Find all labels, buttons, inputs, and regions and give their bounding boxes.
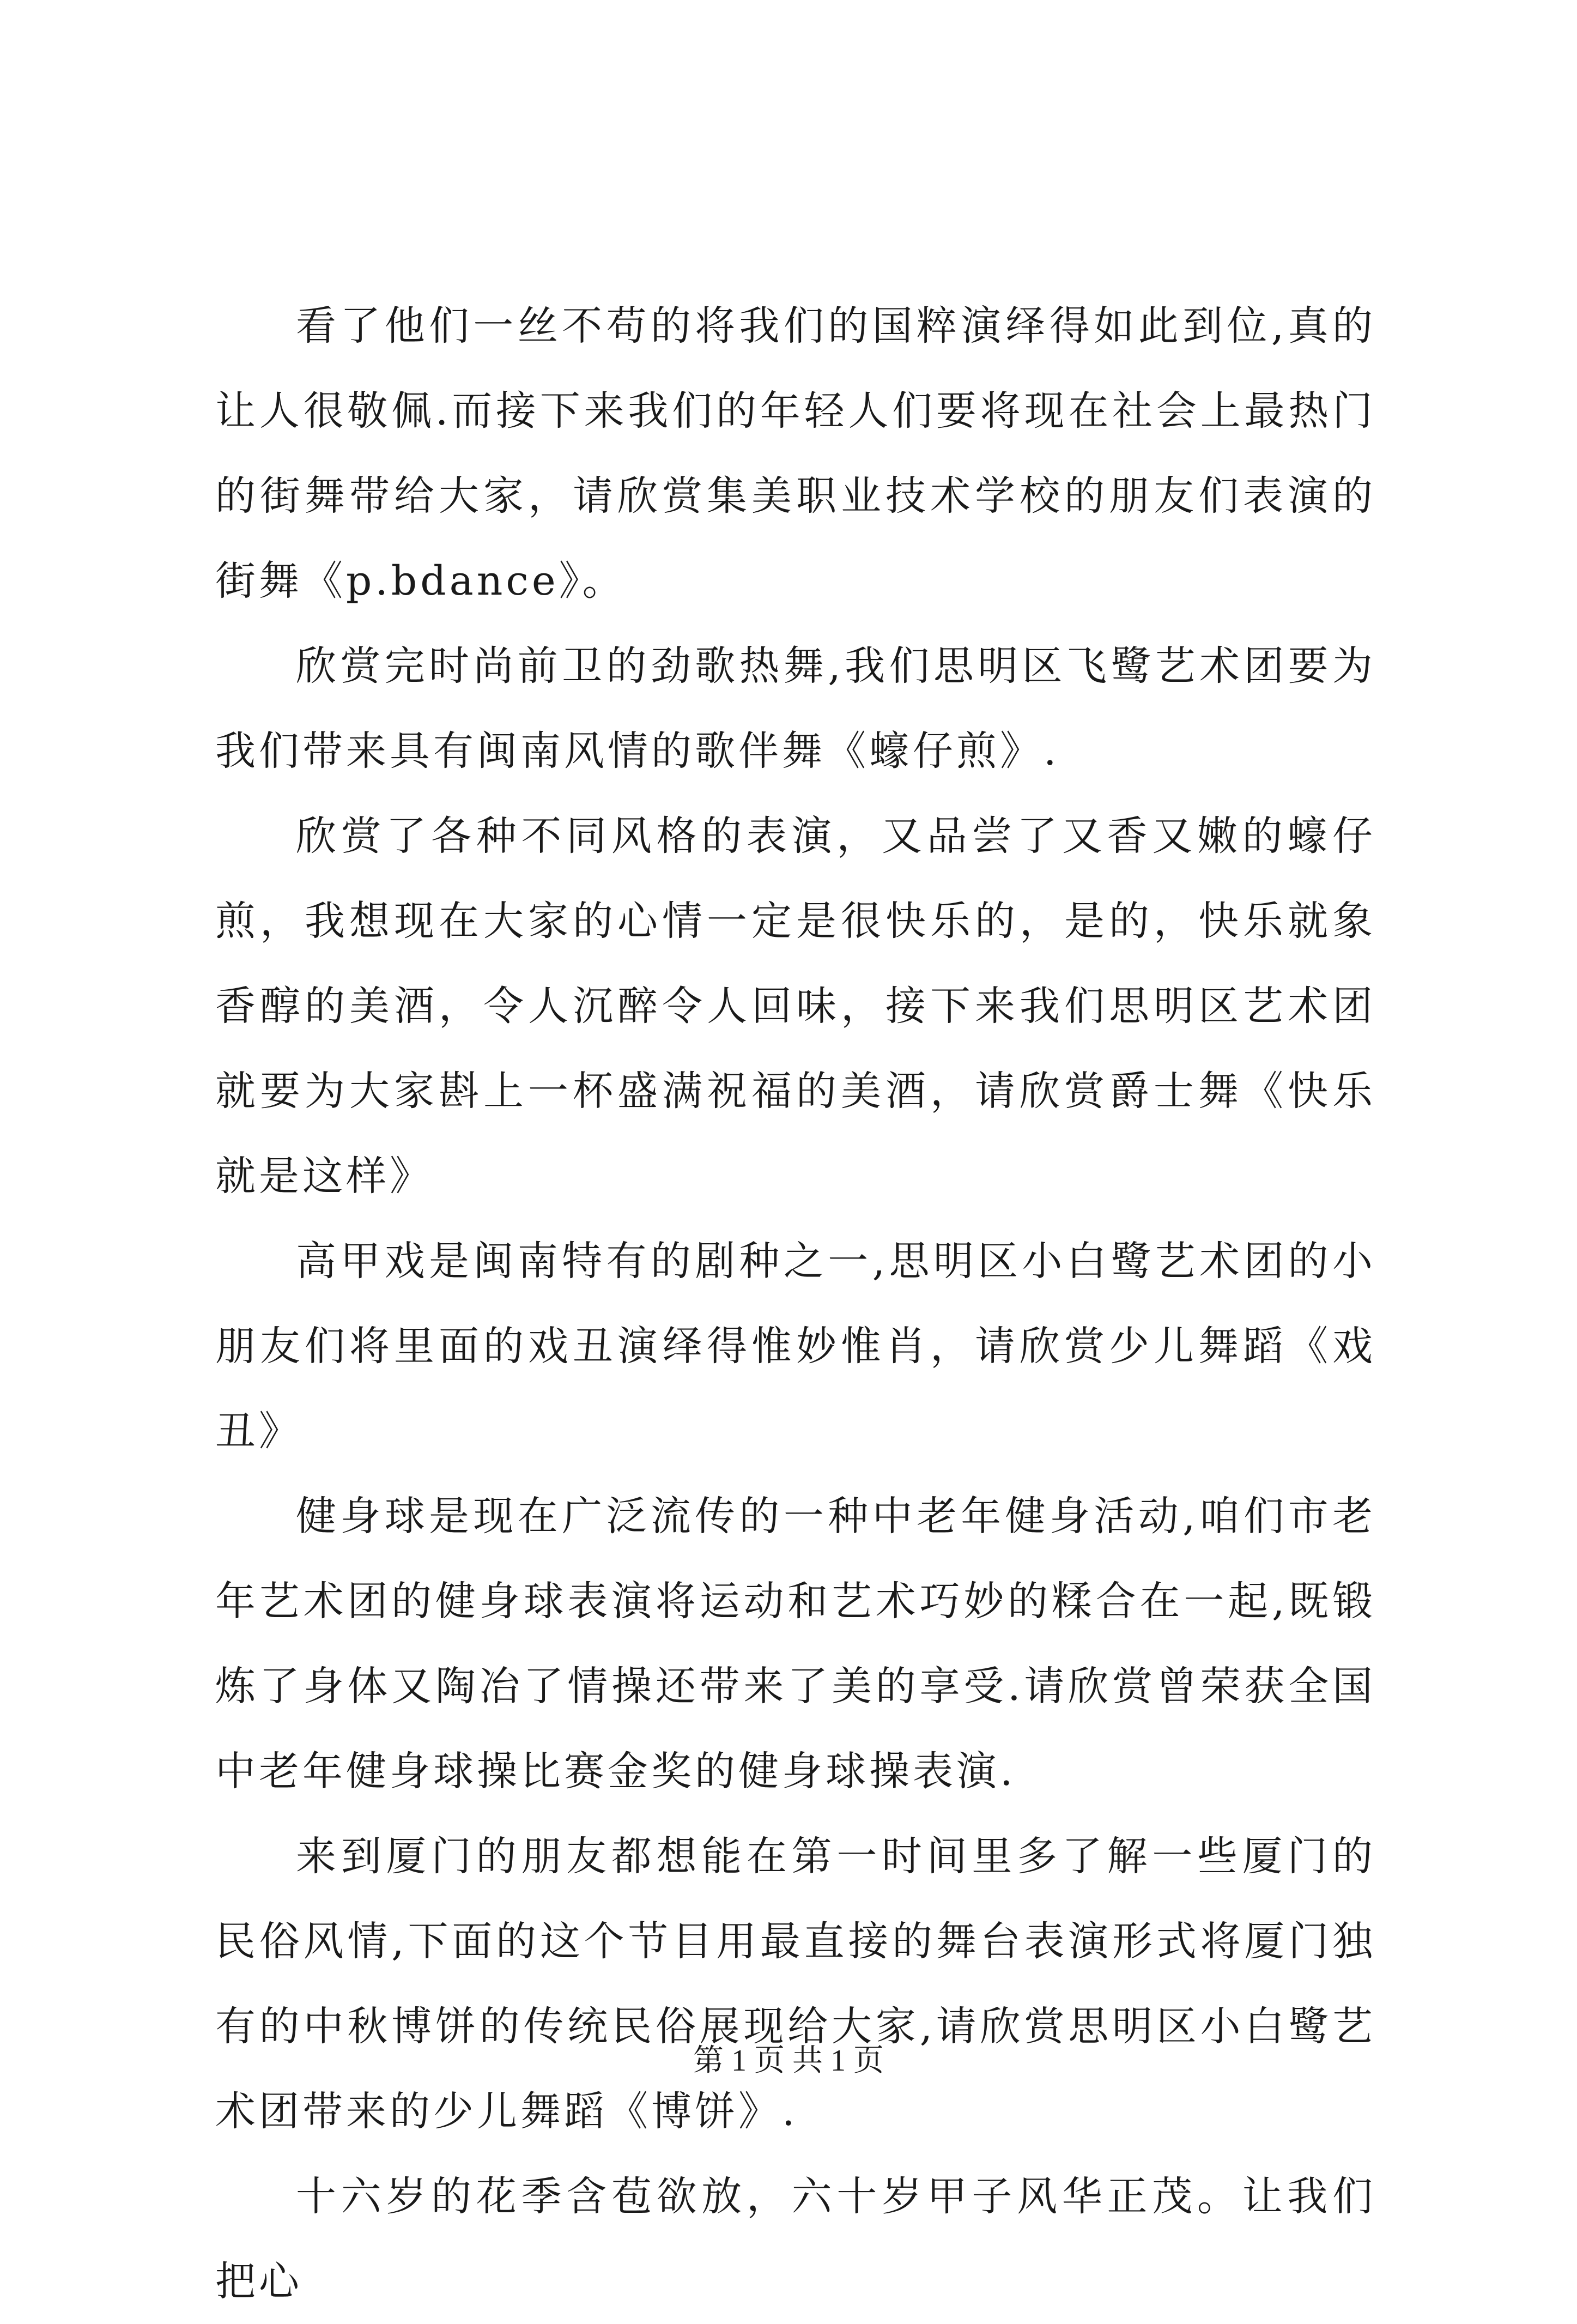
page-footer [0, 2042, 1577, 2080]
paragraph: 欣赏完时尚前卫的劲歌热舞,我们思明区飞鹭艺术团要为我们带来具有闽南风情的歌伴舞《蠔仔煎》. [215, 643, 1376, 774]
paragraph: 高甲戏是闽南特有的剧种之一,思明区小白鹭艺术团的小朋友们将里面的戏丑演绎得惟妙惟肖，请欣赏少儿舞蹈《戏丑》 [215, 1238, 1376, 1455]
paragraph: 欣赏了各种不同风格的表演，又品尝了又香又嫩的蠔仔煎，我想现在大家的心情一定是很快乐的，是的，快乐就象香醇的美酒，令人沉醉令人回味，接下来我们思明区艺术团就要为大家斟上一杯盛满祝福的美酒，请欣赏爵士舞《快乐就是这样》 [215, 813, 1376, 1200]
paragraph: 来到厦门的朋友都想能在第一时间里多了解一些厦门的民俗风情,下面的这个节目用最直接的舞台表演形式将厦门独有的中秋博饼的传统民俗展现给大家,请欣赏思明区小白鹭艺术团带来的少儿舞蹈《博饼》. [215, 1833, 1376, 2135]
paragraph: 健身球是现在广泛流传的一种中老年健身活动,咱们市老年艺术团的健身球表演将运动和艺术巧妙的糅合在一起,既锻炼了身体又陶冶了情操还带来了美的享受.请欣赏曾荣获全国中老年健身球操比赛金奖的健身球操表演. [215, 1493, 1376, 1795]
body-text [215, 283, 1376, 2324]
page-number: 第 1 页 共 1 页 [693, 2044, 884, 2078]
paragraph: 看了他们一丝不苟的将我们的国粹演绎得如此到位,真的让人很敬佩.而接下来我们的年轻人们要将现在社会上最热门的街舞带给大家，请欣赏集美职业技术学校的朋友们表演的街舞《p.bdance》。 [215, 302, 1376, 604]
paragraph: 十六岁的花季含苞欲放，六十岁甲子风华正茂。让我们把心 [215, 2173, 1376, 2305]
